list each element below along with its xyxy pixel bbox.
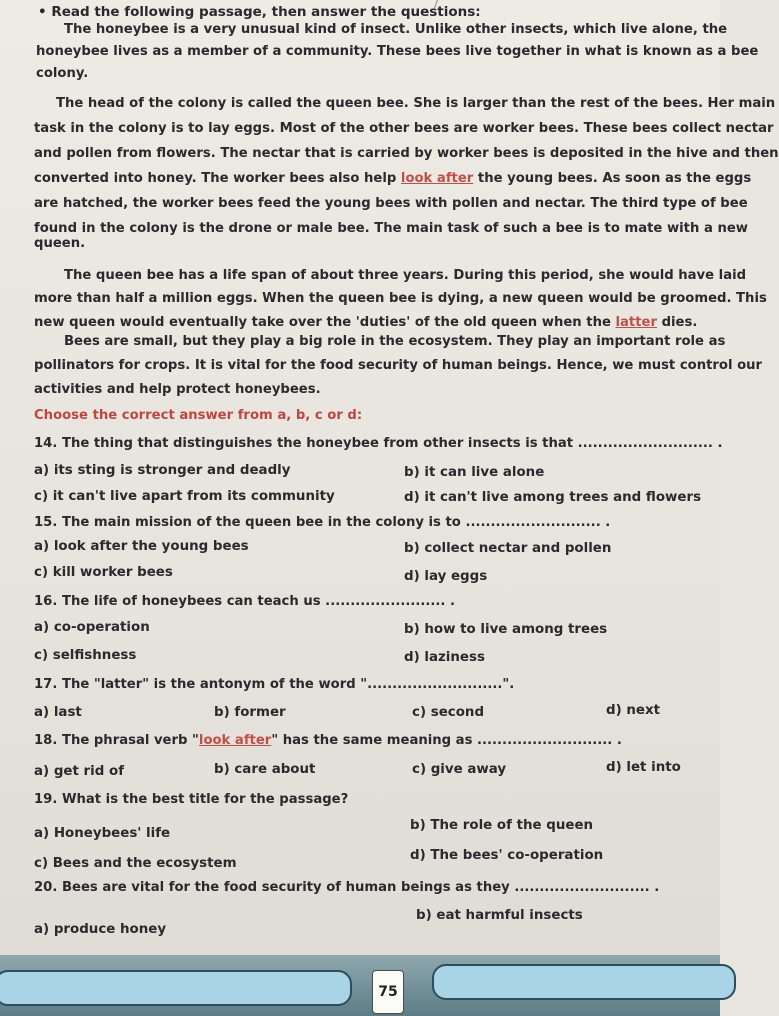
- question-15: 15. The main mission of the queen bee in the colony is to ........................... .: [34, 515, 611, 530]
- q18-option-b[interactable]: b) care about: [214, 762, 316, 777]
- passage-text: converted into honey. The worker bees also help: [34, 171, 397, 186]
- q17-option-c[interactable]: c) second: [412, 705, 485, 720]
- passage-line: [34, 315, 697, 331]
- passage-line: found in the colony is the drone or male bee. The main task of such a bee is to mate with a new: [34, 221, 748, 236]
- passage-line: more than half a million eggs. When the queen bee is dying, a new queen would be groomed. This: [34, 291, 767, 306]
- q15-option-b[interactable]: b) collect nectar and pollen: [404, 541, 612, 556]
- choose-instruction: Choose the correct answer from a, b, c or d:: [34, 408, 363, 423]
- q16-option-d[interactable]: d) laziness: [404, 650, 485, 665]
- q19-option-a[interactable]: a) Honeybees' life: [34, 826, 171, 841]
- underlined-word-latter: latter: [615, 315, 657, 330]
- passage-text: new queen would eventually take over the 'duties' of the old queen when the: [34, 315, 611, 330]
- q19-option-b[interactable]: b) The role of the queen: [410, 818, 594, 833]
- underlined-phrase-look-after: look after: [400, 171, 474, 186]
- passage-line: The honeybee is a very unusual kind of insect. Unlike other insects, which live alone, the: [64, 22, 728, 37]
- question-20: 20. Bees are vital for the food security of human beings as they ........................... .: [34, 880, 660, 895]
- q18-option-a[interactable]: a) get rid of: [34, 764, 125, 779]
- footer-bar-right: [432, 964, 736, 1000]
- q17-option-b[interactable]: b) former: [214, 705, 286, 720]
- passage-line: The queen bee has a life span of about three years. During this period, she would have laid: [64, 268, 747, 283]
- question-16: 16. The life of honeybees can teach us ........................ .: [34, 594, 456, 609]
- passage-line: activities and help protect honeybees.: [34, 382, 321, 397]
- question-17: 17. The "latter" is the antonym of the word "...........................".: [34, 677, 515, 692]
- passage-line: and pollen from flowers. The nectar that is carried by worker bees is deposited in the hive and then: [34, 146, 779, 161]
- q17-option-a[interactable]: a) last: [34, 705, 82, 720]
- q16-option-a[interactable]: a) co-operation: [34, 620, 150, 635]
- q14-option-a[interactable]: a) its sting is stronger and deadly: [34, 463, 291, 478]
- page-number: 75: [372, 970, 404, 1014]
- underlined-phrase-look-after: look after: [198, 733, 272, 748]
- passage-line: are hatched, the worker bees feed the young bees with pollen and nectar. The third type of bee: [34, 196, 748, 211]
- q16-option-b[interactable]: b) how to live among trees: [404, 622, 608, 637]
- q18-option-d[interactable]: d) let into: [606, 760, 681, 775]
- passage-line: Bees are small, but they play a big role in the ecosystem. They play an important role as: [64, 334, 726, 349]
- q14-option-d[interactable]: d) it can't live among trees and flowers: [404, 490, 702, 505]
- passage-line: honeybee lives as a member of a community. These bees live together in what is known as a bee: [36, 44, 759, 59]
- q15-option-c[interactable]: c) kill worker bees: [34, 565, 173, 580]
- q15-option-a[interactable]: a) look after the young bees: [34, 539, 249, 554]
- q15-option-d[interactable]: d) lay eggs: [404, 569, 488, 584]
- question-text: " has the same meaning as ........................... .: [271, 733, 622, 748]
- passage-line: [34, 171, 751, 187]
- question-text: 18. The phrasal verb ": [34, 733, 199, 748]
- q20-option-a[interactable]: a) produce honey: [34, 922, 167, 937]
- q16-option-c[interactable]: c) selfishness: [34, 648, 137, 663]
- q14-option-b[interactable]: b) it can live alone: [404, 465, 545, 480]
- passage-text: dies.: [661, 315, 698, 330]
- passage-line: queen.: [34, 236, 86, 251]
- passage-line: pollinators for crops. It is vital for the food security of human beings. Hence, we must control our: [34, 358, 763, 373]
- question-19: 19. What is the best title for the passage?: [34, 792, 349, 807]
- question-14: 14. The thing that distinguishes the honeybee from other insects is that ........................... .: [34, 436, 723, 451]
- passage-line: colony.: [36, 66, 89, 81]
- q14-option-c[interactable]: c) it can't live apart from its community: [34, 489, 335, 504]
- q19-option-c[interactable]: c) Bees and the ecosystem: [34, 856, 237, 871]
- instruction: • Read the following passage, then answer the questions:: [38, 4, 481, 20]
- question-18: [34, 733, 622, 749]
- q19-option-d[interactable]: d) The bees' co-operation: [410, 848, 604, 863]
- q17-option-d[interactable]: d) next: [606, 703, 661, 718]
- footer-bar-left: [0, 970, 352, 1006]
- passage-text: the young bees. As soon as the eggs: [477, 171, 752, 186]
- passage-line: task in the colony is to lay eggs. Most of the other bees are worker bees. These bees collect nectar: [34, 121, 774, 136]
- passage-line: The head of the colony is called the queen bee. She is larger than the rest of the bees. Her main: [56, 96, 776, 111]
- q20-option-b[interactable]: b) eat harmful insects: [416, 908, 583, 923]
- q18-option-c[interactable]: c) give away: [412, 762, 507, 777]
